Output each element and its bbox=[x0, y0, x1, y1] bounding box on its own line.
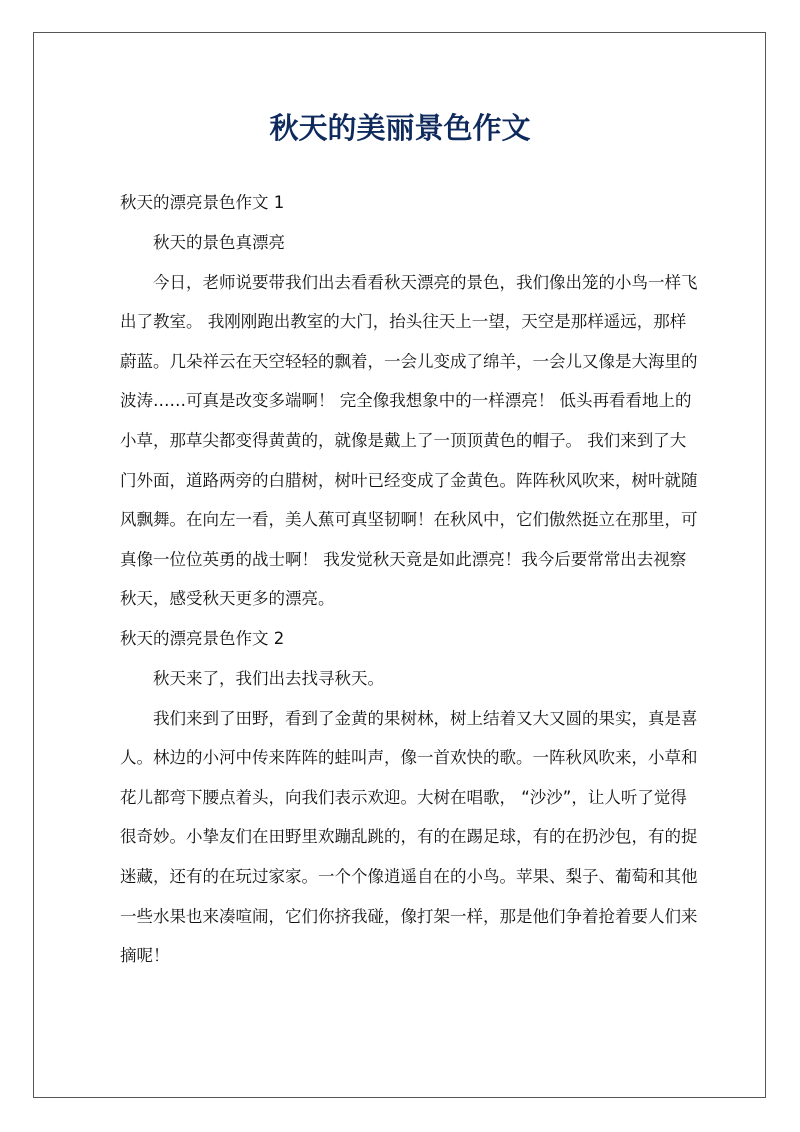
section-heading: 秋天的漂亮景色作文 2 bbox=[120, 628, 285, 648]
paragraph-line: 今日，老师说要带我们出去看看秋天漂亮的景色，我们像出笼的小鸟一样飞 bbox=[153, 272, 698, 292]
paragraph-line: 小草，那草尖都变得黄黄的，就像是戴上了一顶顶黄色的帽子。 我们来到了大 bbox=[120, 430, 687, 450]
paragraph-line: 风飘舞。在向左一看，美人蕉可真坚韧啊！在秋风中，它们傲然挺立在那里，可 bbox=[120, 510, 698, 530]
paragraph-line: 真像一位位英勇的战士啊！ 我发觉秋天竟是如此漂亮！我今后要常常出去视察 bbox=[120, 549, 687, 569]
paragraph-line: 秋天的景色真漂亮 bbox=[153, 233, 285, 252]
paragraph-line: 摘呢！ bbox=[120, 946, 170, 966]
paragraph-line: 花儿都弯下腰点着头，向我们表示欢迎。大树在唱歌， “沙沙”，让人听了觉得 bbox=[120, 787, 687, 807]
paragraph-line: 很奇妙。小挚友们在田野里欢蹦乱跳的，有的在踢足球，有的在扔沙包，有的捉 bbox=[120, 827, 698, 847]
paragraph bbox=[120, 223, 688, 263]
paragraph-line: 秋天，感受秋天更多的漂亮。 bbox=[120, 589, 335, 609]
paragraph-line: 门外面，道路两旁的白腊树，树叶已经变成了金黄色。阵阵秋风吹来，树叶就随 bbox=[120, 470, 698, 490]
paragraph-line: 我们来到了田野，看到了金黄的果树林，树上结着又大又圆的果实，真是喜 bbox=[153, 708, 698, 728]
paragraph-line: 秋天来了，我们出去找寻秋天。 bbox=[153, 668, 384, 688]
paragraph-line: 波涛……可真是改变多端啊！ 完全像我想象中的一样漂亮！ 低头再看看地上的 bbox=[120, 391, 692, 411]
paragraph-line: 一些水果也来凑喧闹，它们你挤我碰，像打架一样，那是他们争着抢着要人们来 bbox=[120, 906, 698, 926]
paragraph-line: 蔚蓝。几朵祥云在天空轻轻的飘着，一会儿变成了绵羊，一会儿又像是大海里的 bbox=[120, 351, 698, 371]
paragraph bbox=[120, 659, 688, 699]
section bbox=[120, 183, 698, 619]
document-title: 秋天的美丽景色作文 bbox=[269, 111, 531, 145]
paragraph-line: 迷藏，还有的在玩过家家。一个个像逍遥自在的小鸟。苹果、梨子、葡萄和其他 bbox=[120, 866, 698, 886]
document-body bbox=[120, 183, 698, 976]
paragraph bbox=[120, 263, 698, 619]
section-heading: 秋天的漂亮景色作文 1 bbox=[120, 193, 285, 212]
section bbox=[120, 619, 698, 976]
paragraph-line: 人。林边的小河中传来阵阵的蛙叫声，像一首欢快的歌。一阵秋风吹来，小草和 bbox=[120, 748, 698, 768]
paragraph bbox=[120, 699, 698, 976]
paragraph-line: 出了教室。 我刚刚跑出教室的大门，抬头往天上一望，天空是那样遥远，那样 bbox=[120, 312, 687, 332]
